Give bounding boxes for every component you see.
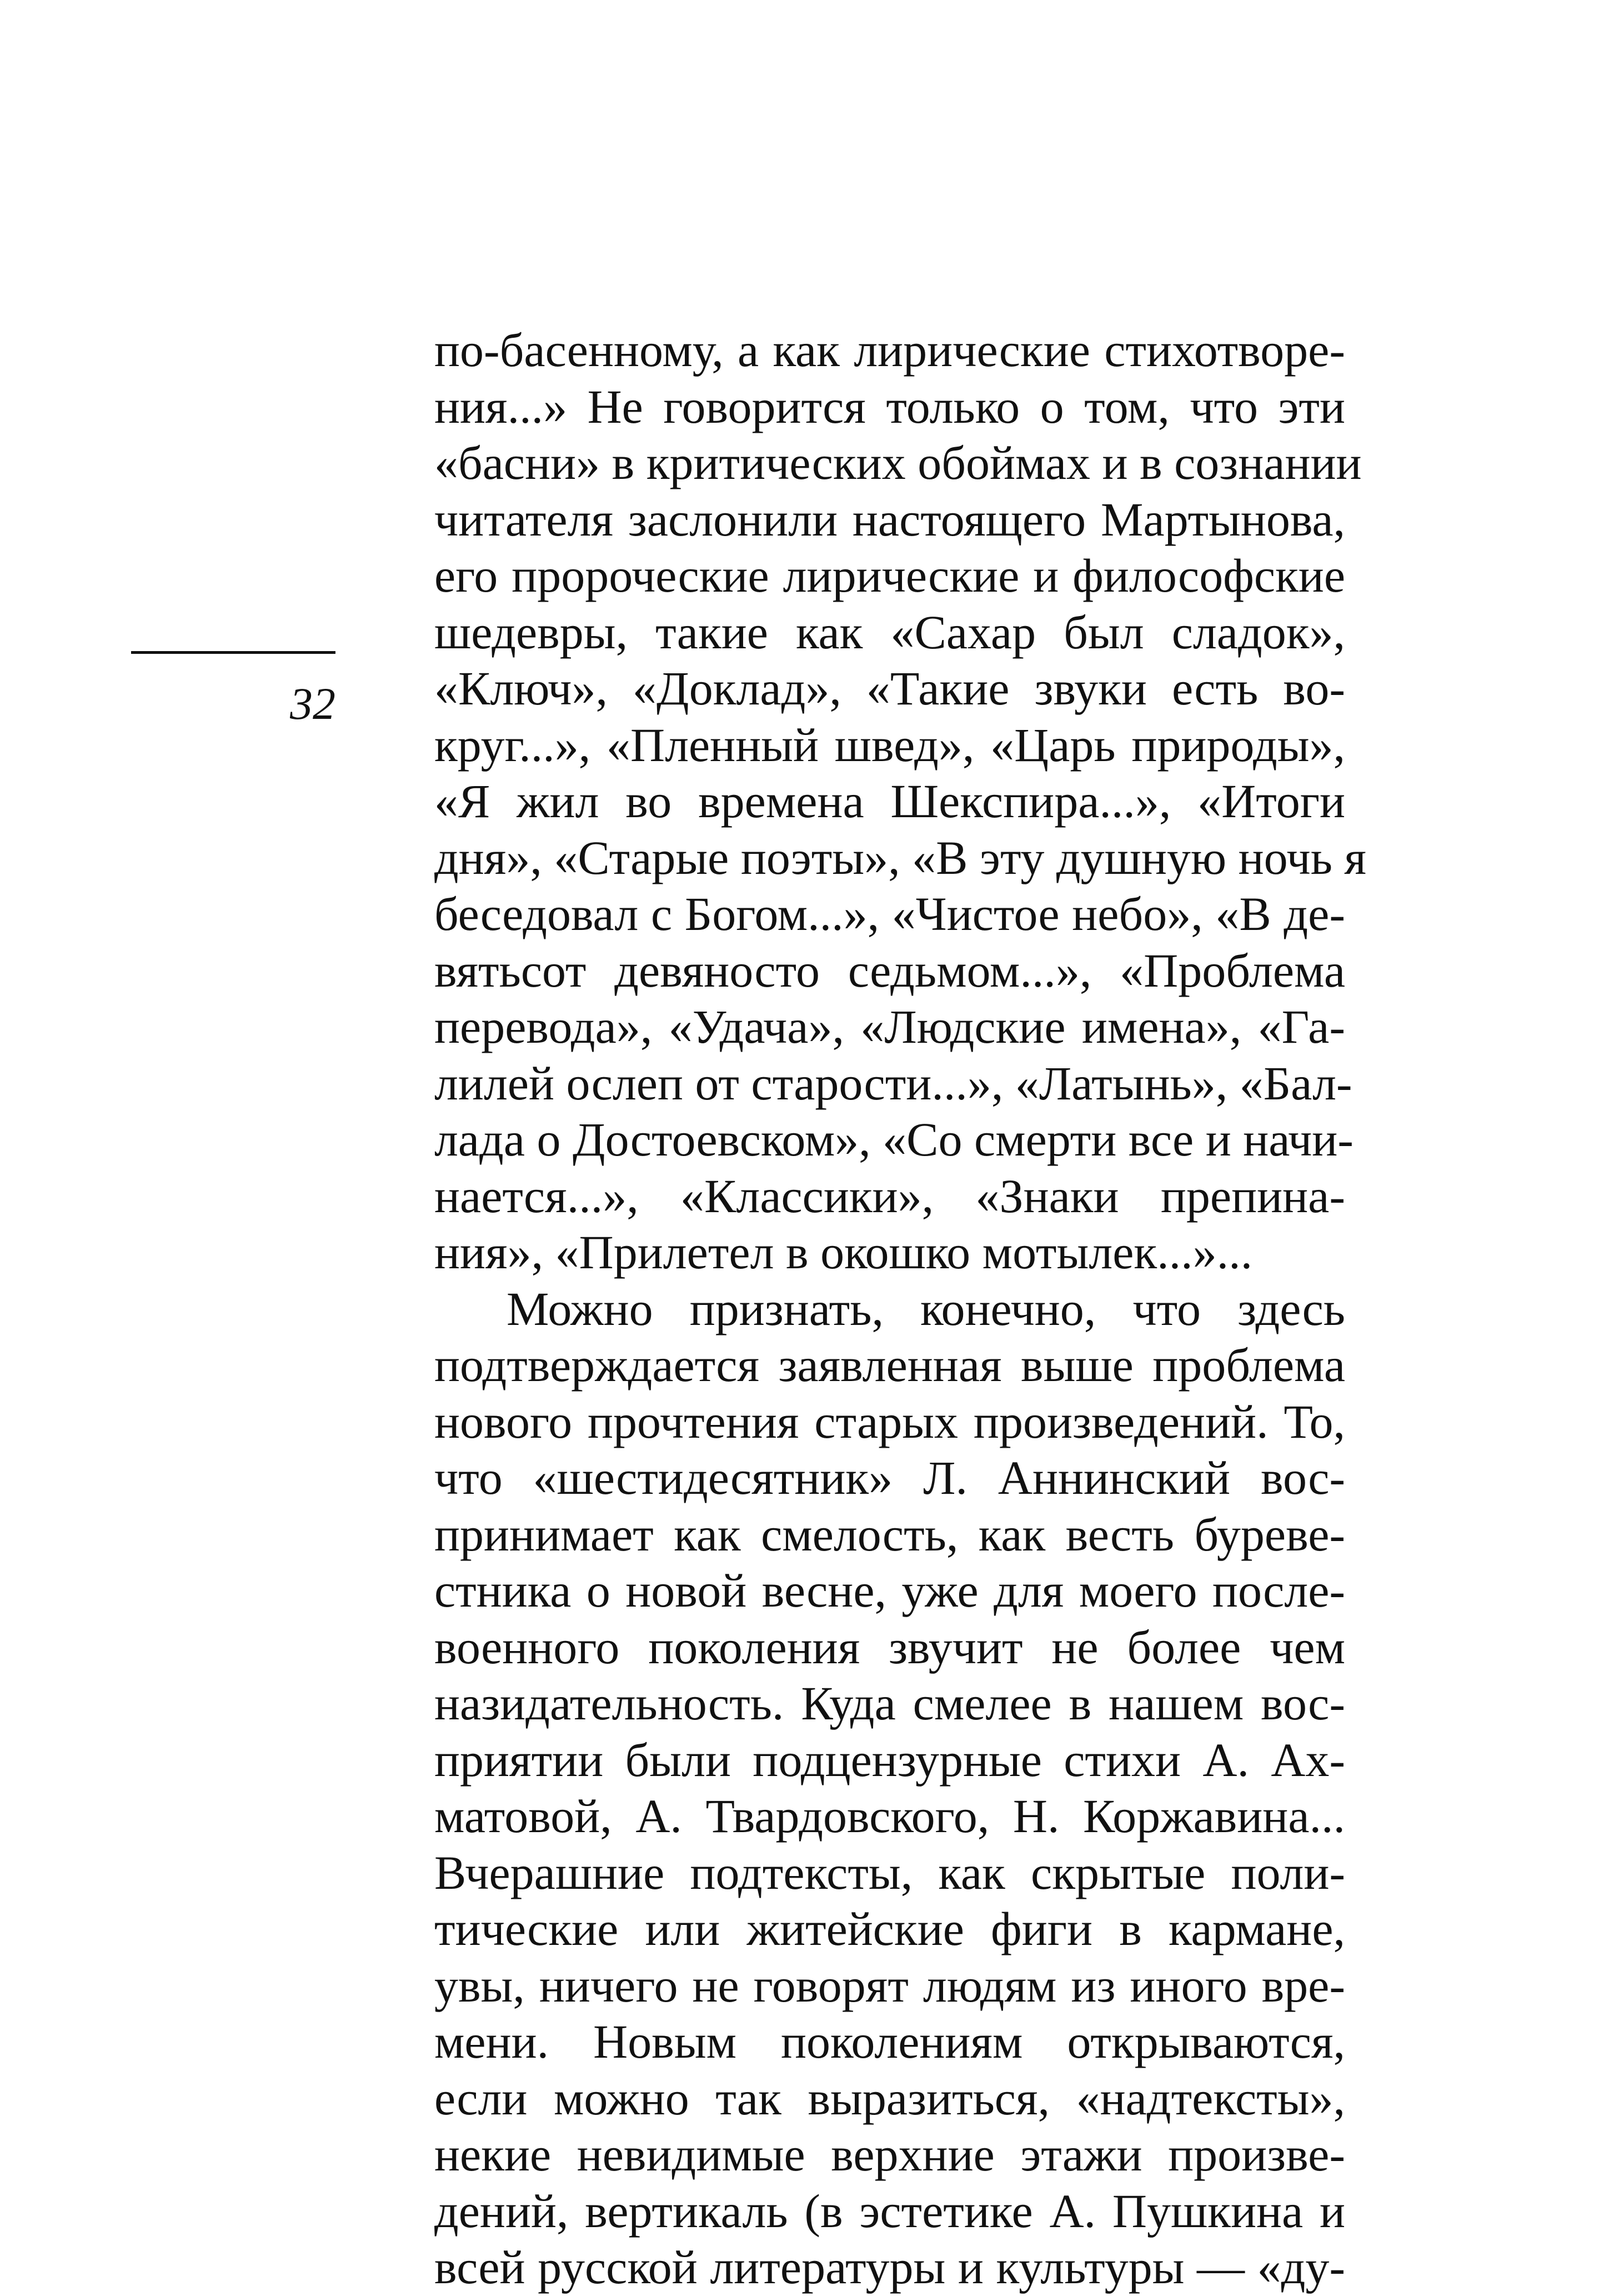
text-line: тические или житейские фиги в кармане, xyxy=(434,1902,1345,1955)
text-line: матовой, А. Твардовского, Н. Коржавина... xyxy=(434,1789,1345,1843)
text-line: его пророческие лирические и философские xyxy=(434,549,1345,602)
text-line: военного поколения звучит не более чем xyxy=(434,1620,1345,1674)
text-line: мени. Новым поколениям открываются, xyxy=(434,2015,1345,2068)
body-text xyxy=(434,322,1366,2296)
text-line: дений, вертикаль (в эстетике А. Пушкина и xyxy=(434,2184,1345,2238)
text-line: шедевры, такие как «Сахар был сладок», xyxy=(434,605,1345,659)
text-line: перевода», «Удача», «Людские имена», «Га- xyxy=(434,1000,1345,1053)
paragraph xyxy=(434,322,1366,1281)
text-line: вятьсот девяносто седьмом...», «Проблема xyxy=(434,943,1345,997)
text-line: Можно признать, конечно, что здесь xyxy=(507,1282,1345,1335)
text-line: читателя заслонили настоящего Мартынова, xyxy=(434,492,1345,546)
text-line: по-басенному, а как лирические стихотворе- xyxy=(434,323,1345,377)
text-line: приятии были подцензурные стихи А. Ах- xyxy=(434,1733,1345,1787)
text-line: «Ключ», «Доклад», «Такие звуки есть во- xyxy=(434,662,1345,715)
text-line: подтверждается заявленная выше проблема xyxy=(434,1338,1345,1392)
text-line: «басни» в критических обоймах и в сознании xyxy=(434,436,1362,489)
text-line: некие невидимые верхние этажи произве- xyxy=(434,2128,1345,2181)
text-line: назидательность. Куда смелее в нашем вос- xyxy=(434,1677,1345,1730)
text-line: беседовал с Богом...», «Чистое небо», «В де- xyxy=(434,887,1345,941)
text-line: лилей ослеп от старости...», «Латынь», «Бал- xyxy=(434,1056,1352,1110)
text-line: ния», «Прилетел в окошко мотылек...»... xyxy=(434,1225,1253,1279)
text-line: всей русской литературы и культуры — «ду- xyxy=(434,2240,1345,2294)
text-line: нается...», «Классики», «Знаки препина- xyxy=(434,1169,1345,1223)
text-line: «Я жил во времена Шекспира...», «Итоги xyxy=(434,774,1345,828)
text-line: если можно так выразиться, «надтексты», xyxy=(434,2071,1345,2125)
paragraph xyxy=(434,1281,1345,2296)
text-line: Вчерашние подтексты, как скрытые поли- xyxy=(434,1845,1345,1899)
page-number: 32 xyxy=(290,678,335,729)
text-line: нового прочтения старых произведений. То, xyxy=(434,1394,1345,1448)
text-line: что «шестидесятник» Л. Аннинский вос- xyxy=(434,1451,1345,1504)
text-line: увы, ничего не говорят людям из иного вре- xyxy=(434,1958,1345,2012)
folio-rule xyxy=(131,651,335,654)
text-line: стника о новой весне, уже для моего после- xyxy=(434,1564,1345,1617)
text-line: ния...» Не говорится только о том, что эти xyxy=(434,379,1345,433)
text-line: принимает как смелость, как весть буреве- xyxy=(434,1507,1345,1561)
text-line: круг...», «Пленный швед», «Царь природы», xyxy=(434,718,1345,772)
text-line: лада о Достоевском», «Со смерти все и начи- xyxy=(434,1113,1354,1166)
text-line: дня», «Старые поэты», «В эту душную ночь я xyxy=(434,831,1366,884)
